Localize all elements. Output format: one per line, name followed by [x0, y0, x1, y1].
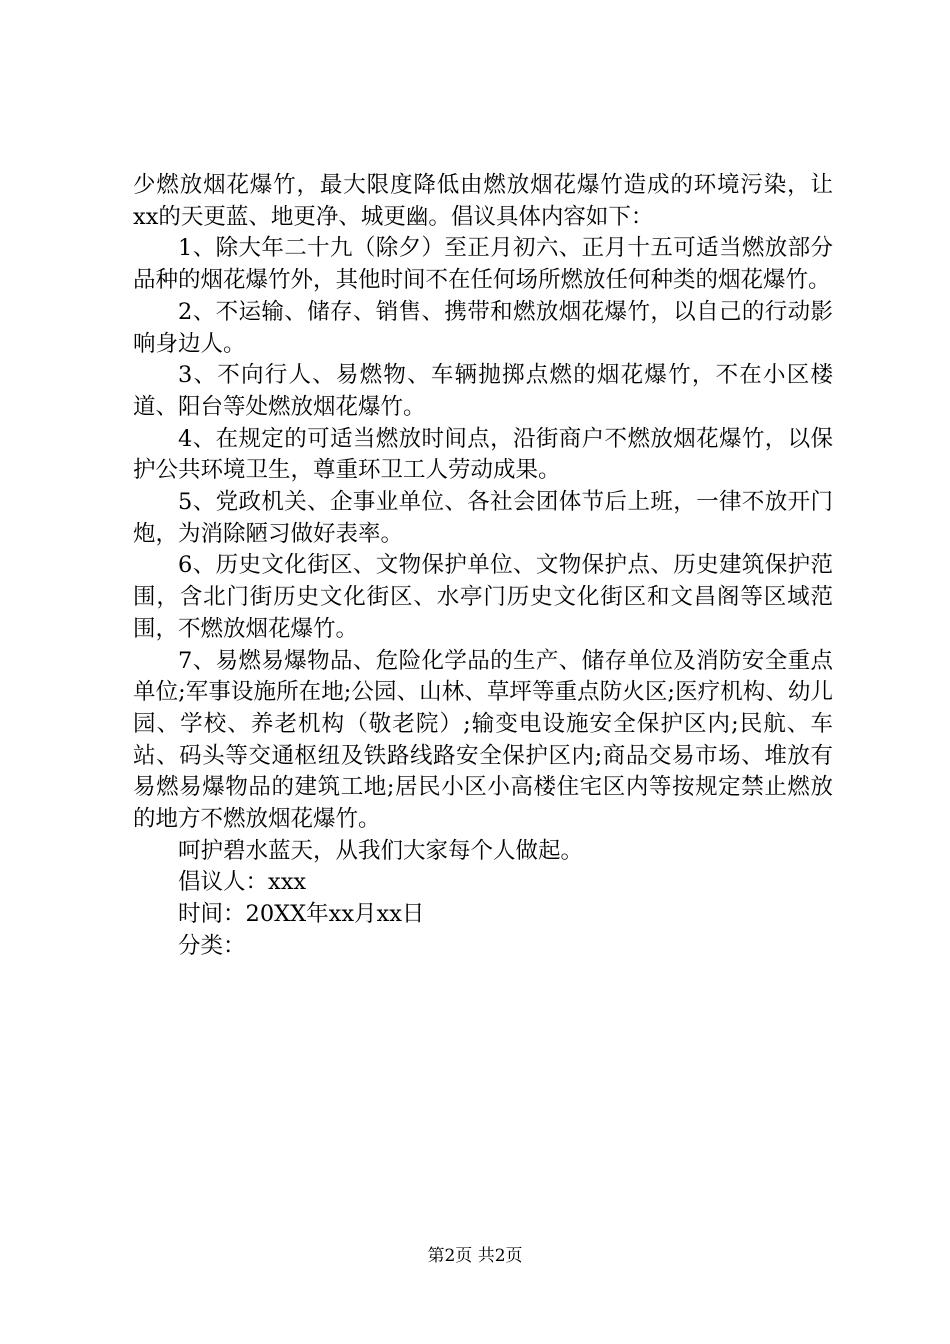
document-body [133, 170, 833, 963]
initiator-line: 倡议人：xxx [178, 869, 307, 896]
paragraph-item-2: 2、不运输、储存、销售、携带和燃放烟花爆竹，以自己的行动影响身边人。 [133, 298, 833, 357]
paragraph-intro-continuation: 少燃放烟花爆竹，最大限度降低由燃放烟花爆竹造成的环境污染，让xx的天更蓝、地更净、城更幽。倡议具体内容如下： [133, 172, 833, 230]
paragraph-item-4: 4、在规定的可适当燃放时间点，沿街商户不燃放烟花爆竹，以保护公共环境卫生，尊重环卫工人劳动成果。 [133, 425, 833, 484]
date-line: 时间：20XX年xx月xx日 [178, 901, 425, 928]
page-number-footer: 第2页 共2页 [427, 1246, 523, 1266]
paragraph-item-7: 7、易燃易爆物品、危险化学品的生产、储存单位及消防安全重点单位;军事设施所在地;公园、山林、草坪等重点防火区;医疗机构、幼儿园、学校、养老机构（敬老院）;输变电设施安全保护区内;民航、车站、码头等交通枢纽及铁路线路安全保护区内;商品交易市场、堆放有易燃易爆物品的建筑工地;居民小区小高楼住宅区内等按规定禁止燃放的地方不燃放烟花爆竹。 [133, 647, 833, 833]
category-line: 分类： [178, 932, 246, 959]
paragraph-item-1: 1、除大年二十九（除夕）至正月初六、正月十五可适当燃放部分品种的烟花爆竹外，其他时间不在任何场所燃放任何种类的烟花爆竹。 [133, 235, 833, 294]
paragraph-item-6: 6、历史文化街区、文物保护单位、文物保护点、历史建筑保护范围，含北门街历史文化街区、水亭门历史文化街区和文昌阁等区域范围，不燃放烟花爆竹。 [133, 552, 833, 642]
paragraph-item-3: 3、不向行人、易燃物、车辆抛掷点燃的烟花爆竹，不在小区楼道、阳台等处燃放烟花爆竹。 [133, 362, 833, 420]
paragraph-item-5: 5、党政机关、企事业单位、各社会团体节后上班，一律不放开门炮，为消除陋习做好表率。 [133, 489, 833, 547]
paragraph-closing: 呵护碧水蓝天，从我们大家每个人做起。 [178, 837, 584, 864]
